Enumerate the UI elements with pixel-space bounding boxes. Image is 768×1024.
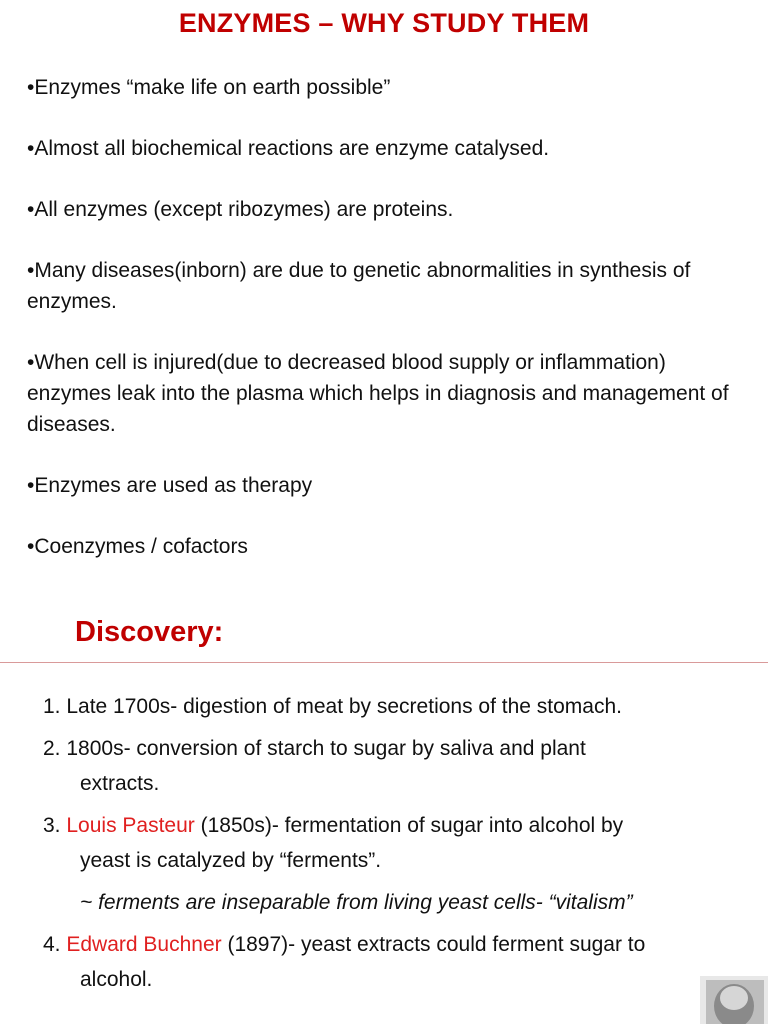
item-text: (1897)- yeast extracts could ferment sugar to	[221, 933, 646, 956]
item-continuation: alcohol.	[80, 968, 153, 991]
item-continuation: yeast is catalyzed by “ferments”.	[80, 849, 382, 872]
discovery-list	[43, 689, 763, 1004]
item-number: 4.	[43, 933, 67, 956]
item-text: 2. 1800s- conversion of starch to sugar by saliva and plant	[43, 737, 586, 760]
list-item	[43, 689, 763, 724]
item-text: (1850s)- fermentation of sugar into alcohol by	[194, 814, 624, 837]
item-continuation: extracts.	[80, 772, 160, 795]
list-item	[43, 927, 763, 997]
scientist-name: Edward Buchner	[66, 933, 222, 956]
bullet-list	[27, 72, 747, 592]
item-number: 3.	[43, 814, 67, 837]
bullet-item: •Enzymes are used as therapy	[27, 474, 313, 497]
list-item	[43, 731, 763, 801]
bullet-item: •Coenzymes / cofactors	[27, 535, 248, 558]
bullet-item: •Many diseases(inborn) are due to genetic abnormalities in synthesis of enzymes.	[27, 259, 691, 313]
portrait-image	[700, 976, 768, 1024]
scientist-name: Louis Pasteur	[66, 814, 195, 837]
section-divider	[0, 662, 768, 663]
discovery-heading: Discovery:	[75, 616, 224, 648]
bullet-item: •Enzymes “make life on earth possible”	[27, 76, 391, 99]
list-item	[43, 808, 763, 920]
page-title: ENZYMES – WHY STUDY THEM	[178, 8, 590, 38]
item-text: 1. Late 1700s- digestion of meat by secretions of the stomach.	[43, 695, 622, 718]
bullet-item: •All enzymes (except ribozymes) are proteins.	[27, 198, 454, 221]
item-note: ~ ferments are inseparable from living yeast cells- “vitalism”	[80, 891, 633, 914]
bullet-item: •When cell is injured(due to decreased blood supply or inflammation) enzymes leak into the plasma which helps in diagnosis and management of diseases.	[27, 351, 729, 436]
bullet-item: •Almost all biochemical reactions are enzyme catalysed.	[27, 137, 550, 160]
